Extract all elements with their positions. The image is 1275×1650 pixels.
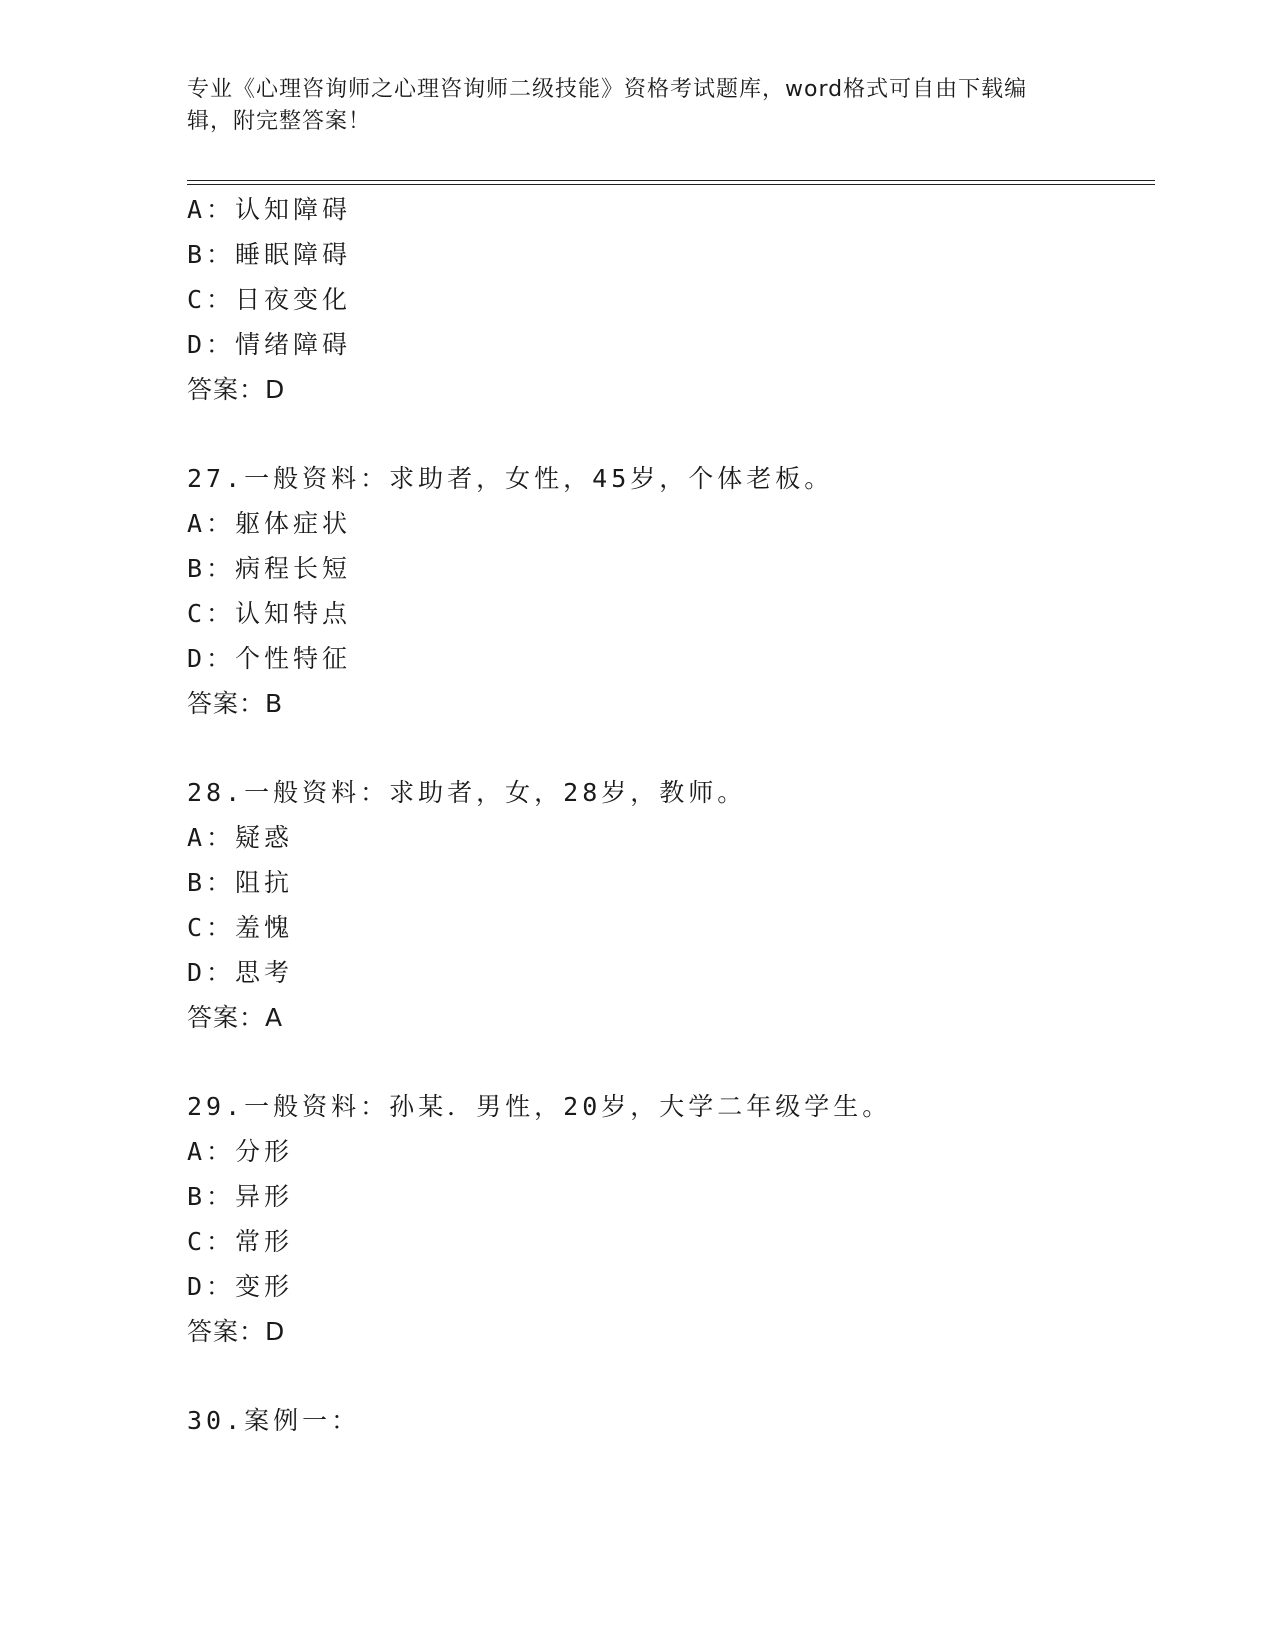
answer: 答案：D (187, 1317, 286, 1346)
option-a: A：分形 (187, 1137, 294, 1166)
document-header: 专业《心理咨询师之心理咨询师二级技能》资格考试题库，word格式可自由下载编辑，附完整答案！ (187, 77, 1028, 134)
option-b: B：异形 (187, 1182, 294, 1211)
question-29: 29.一般资料：孙某．男性，20岁，大学二年级学生。 (187, 1092, 892, 1121)
option-c: C：认知特点 (187, 599, 352, 628)
option-a: A：疑惑 (187, 823, 294, 852)
header-rule-bottom (187, 184, 1155, 185)
option-b: B：病程长短 (187, 554, 352, 583)
question-27: 27.一般资料：求助者，女性，45岁，个体老板。 (187, 464, 834, 493)
option-d: D：变形 (187, 1272, 294, 1301)
option-c: C：常形 (187, 1227, 294, 1256)
header-rule-top (187, 180, 1155, 181)
question-30: 30.案例一： (187, 1406, 361, 1435)
answer: 答案：D (187, 375, 286, 404)
option-d: D：个性特征 (187, 644, 352, 673)
option-d: D：思考 (187, 958, 294, 987)
answer: 答案：B (187, 689, 284, 718)
answer: 答案：A (187, 1003, 284, 1032)
option-a: A：认知障碍 (187, 195, 352, 224)
option-d: D：情绪障碍 (187, 330, 352, 359)
option-b: B：阻抗 (187, 868, 294, 897)
option-c: C：日夜变化 (187, 285, 352, 314)
option-c: C：羞愧 (187, 913, 294, 942)
question-28: 28.一般资料：求助者，女，28岁，教师。 (187, 778, 747, 807)
option-b: B：睡眠障碍 (187, 240, 352, 269)
option-a: A：躯体症状 (187, 509, 352, 538)
